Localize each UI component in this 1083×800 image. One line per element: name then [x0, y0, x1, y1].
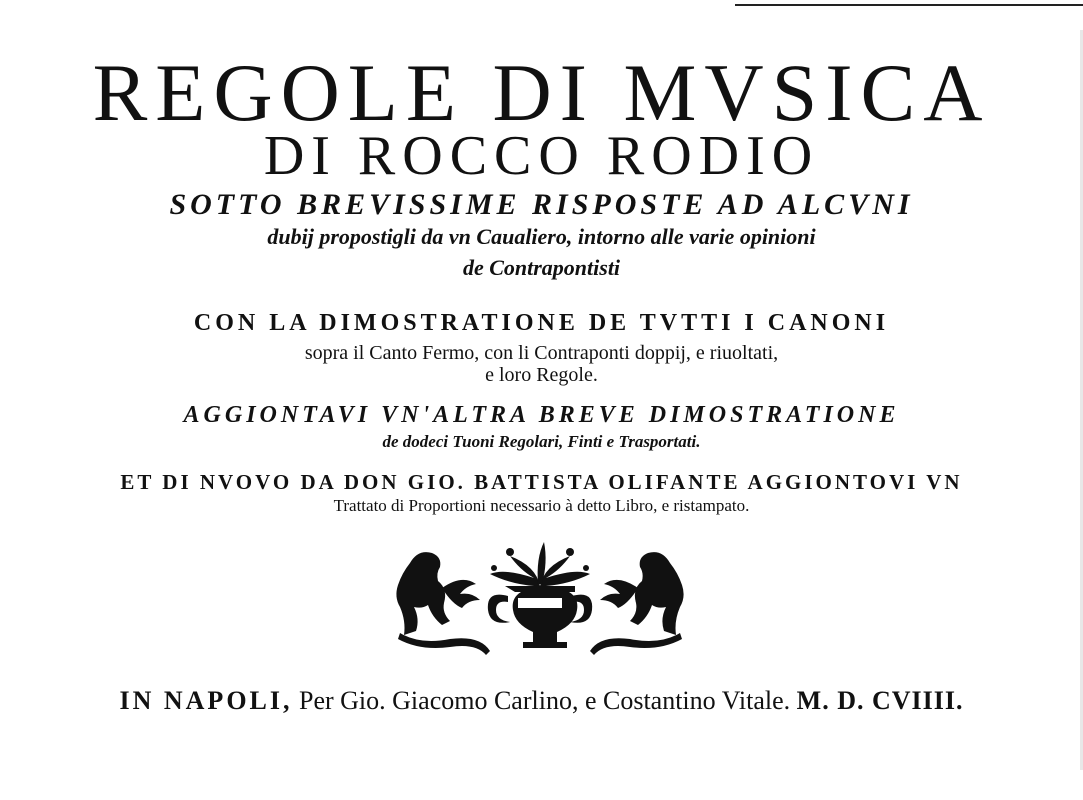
section-1-heading: CON LA DIMOSTRATIONE DE TVTTI I CANONI: [193, 310, 890, 336]
section-3-heading: ET DI NVOVO DA DON GIO. BATTISTA OLIFANTE AGGIONTOVI VN: [120, 470, 963, 494]
imprint-city: IN NAPOLI,: [119, 686, 293, 715]
subtitle-line-3: de Contrapontisti: [462, 255, 621, 280]
top-rule: [735, 4, 1083, 6]
section-1-line-1: sopra il Canto Fermo, con li Contraponti doppij, e riuoltati,: [304, 342, 779, 364]
section-2-heading: AGGIONTAVI VN'ALTRA BREVE DIMOSTRATIONE: [183, 402, 900, 428]
section-1-line-2: e loro Regole.: [485, 364, 598, 386]
imprint-date: M. D. CVIIII.: [796, 686, 964, 715]
right-griffin-icon: [590, 552, 684, 655]
subtitle-line-2: dubij propostigli da vn Caualiero, intorno alle varie opinioni: [267, 224, 816, 249]
left-griffin-icon: [396, 552, 490, 655]
author-line: DI ROCCO RODIO: [263, 125, 820, 187]
section-2-line-1: de dodeci Tuoni Regolari, Finti e Trasportati.: [382, 432, 701, 451]
vase-icon: [488, 586, 592, 648]
subtitle-caps: SOTTO BREVISSIME RISPOSTE AD ALCVNI: [169, 188, 914, 221]
imprint-printers: Per Gio. Giacomo Carlino, e Costantino Vitale.: [299, 686, 791, 715]
printers-ornament-woodcut: [390, 538, 690, 663]
imprint-line: [0, 686, 1083, 716]
book-title: REGOLE DI MVSICA: [92, 47, 991, 138]
foliage-icon: [490, 542, 590, 586]
section-3-line-1: Trattato di Proportioni necessario à detto Libro, e ristampato.: [333, 496, 750, 515]
